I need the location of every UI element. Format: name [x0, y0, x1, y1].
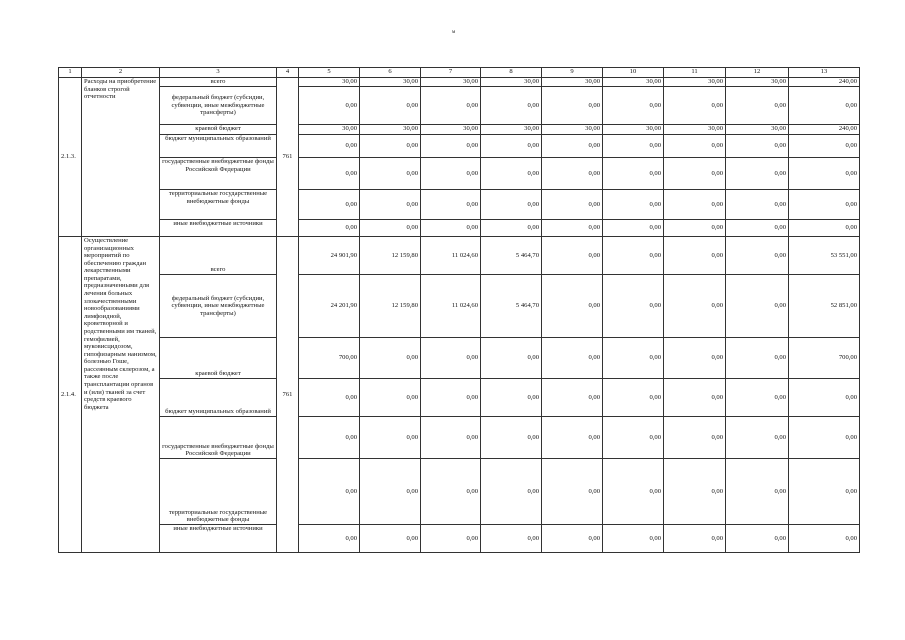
value-cell: 0,00: [664, 525, 726, 553]
value-cell: 30,00: [481, 125, 542, 135]
value-cell: 0,00: [603, 158, 664, 190]
value-cell: 0,00: [789, 158, 860, 190]
value-cell: 11 024,60: [421, 275, 481, 338]
table-row: [59, 379, 860, 417]
header-row: [59, 68, 860, 78]
value-cell: 0,00: [664, 459, 726, 525]
value-cell: 0,00: [481, 379, 542, 417]
table-row: [59, 78, 860, 87]
value-cell: 24 901,90: [299, 237, 360, 275]
value-cell: 0,00: [603, 220, 664, 237]
value-cell: 30,00: [603, 78, 664, 87]
header-cell: 13: [789, 68, 860, 78]
value-cell: 0,00: [603, 525, 664, 553]
value-cell: 0,00: [726, 190, 789, 220]
value-cell: 0,00: [789, 87, 860, 125]
value-cell: 0,00: [542, 158, 603, 190]
value-cell: 30,00: [726, 78, 789, 87]
value-cell: 0,00: [360, 87, 421, 125]
value-cell: 0,00: [603, 338, 664, 379]
table-row: [59, 87, 860, 125]
header-cell: 3: [160, 68, 277, 78]
section-code: 2.1.3.: [59, 78, 82, 237]
value-cell: 0,00: [664, 338, 726, 379]
value-cell: 5 464,70: [481, 237, 542, 275]
table-row: [59, 158, 860, 190]
value-cell: 30,00: [421, 78, 481, 87]
value-cell: 0,00: [299, 379, 360, 417]
table-row: [59, 417, 860, 459]
header-cell: 6: [360, 68, 421, 78]
value-cell: 0,00: [664, 275, 726, 338]
value-cell: 30,00: [603, 125, 664, 135]
header-cell: 2: [82, 68, 160, 78]
value-cell: 30,00: [299, 78, 360, 87]
value-cell: 0,00: [726, 417, 789, 459]
funding-source-label: всего: [160, 78, 277, 87]
value-cell: 0,00: [299, 135, 360, 158]
value-cell: 0,00: [299, 158, 360, 190]
funding-source-label: всего: [160, 237, 277, 275]
value-cell: 24 201,90: [299, 275, 360, 338]
header-cell: 1: [59, 68, 82, 78]
value-cell: 0,00: [421, 87, 481, 125]
header-cell: 9: [542, 68, 603, 78]
funding-source-label: краевой бюджет: [160, 125, 277, 135]
value-cell: 0,00: [299, 525, 360, 553]
value-cell: 0,00: [299, 87, 360, 125]
value-cell: 0,00: [542, 220, 603, 237]
value-cell: 52 851,00: [789, 275, 860, 338]
value-cell: 0,00: [542, 87, 603, 125]
value-cell: 0,00: [481, 135, 542, 158]
section-description: Расходы на приобретение бланков строгой отчетности: [82, 78, 160, 237]
value-cell: 0,00: [421, 459, 481, 525]
value-cell: 0,00: [726, 237, 789, 275]
value-cell: 0,00: [664, 417, 726, 459]
value-cell: 30,00: [481, 78, 542, 87]
page-number: м: [452, 30, 456, 35]
table-row: [59, 220, 860, 237]
value-cell: 240,00: [789, 78, 860, 87]
value-cell: 0,00: [542, 459, 603, 525]
value-cell: 0,00: [481, 525, 542, 553]
value-cell: 0,00: [726, 87, 789, 125]
value-cell: 0,00: [360, 190, 421, 220]
value-cell: 0,00: [360, 135, 421, 158]
value-cell: 0,00: [603, 417, 664, 459]
value-cell: 700,00: [299, 338, 360, 379]
value-cell: 0,00: [421, 417, 481, 459]
value-cell: 0,00: [789, 379, 860, 417]
funding-source-label: иные внебюджетные источники: [160, 220, 277, 237]
header-cell: 7: [421, 68, 481, 78]
value-cell: 0,00: [726, 459, 789, 525]
value-cell: 0,00: [664, 190, 726, 220]
value-cell: 0,00: [360, 417, 421, 459]
value-cell: 0,00: [481, 459, 542, 525]
value-cell: 0,00: [421, 525, 481, 553]
value-cell: 0,00: [360, 220, 421, 237]
funding-source-label: иные внебюджетные источники: [160, 525, 277, 553]
value-cell: 0,00: [789, 190, 860, 220]
ministry-code: 761: [277, 237, 299, 553]
value-cell: 0,00: [603, 190, 664, 220]
table-row: [59, 135, 860, 158]
value-cell: 12 159,80: [360, 237, 421, 275]
value-cell: 11 024,60: [421, 237, 481, 275]
table-row: [59, 190, 860, 220]
funding-source-label: территориальные государственные внебюджетные фонды: [160, 190, 277, 220]
value-cell: 30,00: [360, 78, 421, 87]
value-cell: 0,00: [726, 158, 789, 190]
funding-source-label: государственные внебюджетные фонды Российской Федерации: [160, 158, 277, 190]
value-cell: 0,00: [421, 338, 481, 379]
table-row: [59, 237, 860, 275]
value-cell: 0,00: [360, 379, 421, 417]
value-cell: 0,00: [664, 135, 726, 158]
value-cell: 30,00: [360, 125, 421, 135]
value-cell: 0,00: [299, 220, 360, 237]
value-cell: 30,00: [664, 125, 726, 135]
value-cell: 0,00: [603, 459, 664, 525]
table-row: [59, 275, 860, 338]
value-cell: 30,00: [542, 125, 603, 135]
funding-source-label: бюджет муниципальных образований: [160, 135, 277, 158]
table-row: [59, 459, 860, 525]
value-cell: 0,00: [481, 158, 542, 190]
value-cell: 0,00: [542, 190, 603, 220]
value-cell: 0,00: [481, 417, 542, 459]
value-cell: 0,00: [664, 158, 726, 190]
value-cell: 0,00: [603, 379, 664, 417]
value-cell: 53 551,00: [789, 237, 860, 275]
value-cell: 0,00: [421, 379, 481, 417]
value-cell: 0,00: [542, 237, 603, 275]
section-code: 2.1.4.: [59, 237, 82, 553]
value-cell: 0,00: [603, 135, 664, 158]
table-row: [59, 525, 860, 553]
value-cell: 0,00: [542, 417, 603, 459]
value-cell: 0,00: [481, 87, 542, 125]
funding-source-label: федеральный бюджет (субсидии, субвенции, иные межбюджетные трансферты): [160, 87, 277, 125]
value-cell: 240,00: [789, 125, 860, 135]
value-cell: 0,00: [726, 525, 789, 553]
value-cell: 0,00: [421, 190, 481, 220]
value-cell: 0,00: [603, 87, 664, 125]
value-cell: 30,00: [726, 125, 789, 135]
value-cell: 0,00: [542, 135, 603, 158]
value-cell: 0,00: [542, 338, 603, 379]
value-cell: 0,00: [664, 87, 726, 125]
value-cell: 0,00: [542, 525, 603, 553]
table-row: [59, 338, 860, 379]
value-cell: 0,00: [421, 135, 481, 158]
value-cell: 0,00: [299, 459, 360, 525]
value-cell: 0,00: [664, 379, 726, 417]
header-cell: 12: [726, 68, 789, 78]
value-cell: 0,00: [360, 338, 421, 379]
value-cell: 0,00: [299, 190, 360, 220]
value-cell: 0,00: [664, 237, 726, 275]
value-cell: 0,00: [421, 220, 481, 237]
value-cell: 0,00: [789, 459, 860, 525]
header-cell: 10: [603, 68, 664, 78]
value-cell: 0,00: [726, 220, 789, 237]
value-cell: 0,00: [421, 158, 481, 190]
funding-source-label: территориальные государственные внебюджетные фонды: [160, 459, 277, 525]
value-cell: 700,00: [789, 338, 860, 379]
value-cell: 0,00: [299, 417, 360, 459]
value-cell: 0,00: [360, 525, 421, 553]
budget-table: [58, 67, 860, 553]
header-cell: 8: [481, 68, 542, 78]
value-cell: 30,00: [664, 78, 726, 87]
value-cell: 0,00: [542, 379, 603, 417]
ministry-code: 761: [277, 78, 299, 237]
header-cell: 5: [299, 68, 360, 78]
header-cell: 4: [277, 68, 299, 78]
value-cell: 0,00: [726, 338, 789, 379]
value-cell: 30,00: [299, 125, 360, 135]
value-cell: 0,00: [789, 525, 860, 553]
funding-source-label: бюджет муниципальных образований: [160, 379, 277, 417]
value-cell: 5 464,70: [481, 275, 542, 338]
value-cell: 0,00: [664, 220, 726, 237]
value-cell: 0,00: [481, 220, 542, 237]
value-cell: 0,00: [481, 190, 542, 220]
value-cell: 0,00: [481, 338, 542, 379]
value-cell: 30,00: [542, 78, 603, 87]
value-cell: 0,00: [603, 237, 664, 275]
header-cell: 11: [664, 68, 726, 78]
funding-source-label: федеральный бюджет (субсидии, субвенции, иные межбюджетные трансферты): [160, 275, 277, 338]
funding-source-label: государственные внебюджетные фонды Российской Федерации: [160, 417, 277, 459]
value-cell: 0,00: [542, 275, 603, 338]
funding-source-label: краевой бюджет: [160, 338, 277, 379]
section-description: Осуществление организационных мероприятий по обеспечению граждан лекарственными препаратами, предназначенными для лечения больных злокачественными новообразованиями лимфоидной, кроветворной и родственными им тканей, гемофилией, муковисцидозом, гипофизарным нанизмом, болезнью Гоше, рассеянным склерозом, а также после трансплантации органов и (или) тканей за счет средств краевого бюджета: [82, 237, 160, 553]
value-cell: 0,00: [360, 158, 421, 190]
value-cell: 30,00: [421, 125, 481, 135]
value-cell: 0,00: [726, 379, 789, 417]
value-cell: 12 159,80: [360, 275, 421, 338]
value-cell: 0,00: [360, 459, 421, 525]
value-cell: 0,00: [789, 417, 860, 459]
value-cell: 0,00: [603, 275, 664, 338]
value-cell: 0,00: [726, 275, 789, 338]
value-cell: 0,00: [789, 135, 860, 158]
value-cell: 0,00: [789, 220, 860, 237]
value-cell: 0,00: [726, 135, 789, 158]
table-row: [59, 125, 860, 135]
